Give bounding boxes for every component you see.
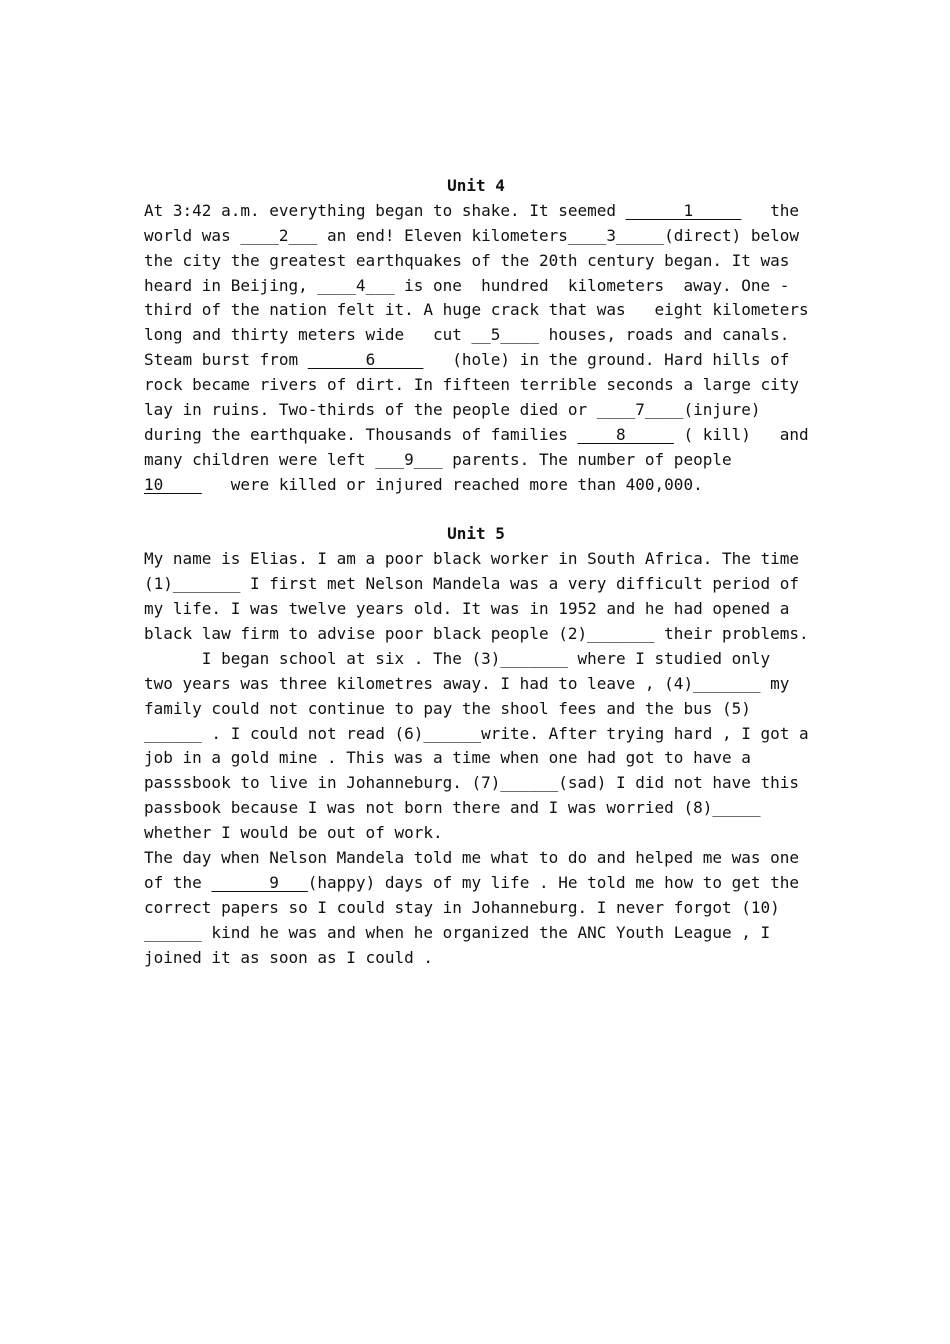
text-segment: At 3:42 a.m. everything began to shake. It seemed	[144, 200, 626, 220]
text-segment: were killed or injured reached more than 400,000.	[201, 474, 703, 494]
passage-line	[144, 547, 808, 572]
text-segment: ______ kind he was and when he organized the ANC Youth League , I	[144, 922, 771, 942]
answer-blank: ______9___	[211, 872, 308, 892]
passage-line	[144, 373, 808, 398]
passage-line	[144, 572, 808, 597]
unit-5-passage	[144, 547, 808, 970]
worksheet-page	[144, 174, 808, 971]
passage-line	[144, 821, 808, 846]
passage-line	[144, 348, 808, 373]
passage-line	[144, 722, 808, 747]
text-segment: (happy) days of my life . He told me how to get the	[307, 872, 800, 892]
passage-line	[144, 448, 808, 473]
passage-line	[144, 622, 808, 647]
passage-line	[144, 398, 808, 423]
section-gap	[144, 498, 808, 523]
text-segment: joined it as soon as I could .	[144, 947, 433, 967]
passage-line	[144, 896, 808, 921]
unit-5-title: Unit 5	[447, 524, 505, 544]
passage-line	[144, 672, 808, 697]
text-segment: long and thirty meters wide cut __5____ houses, roads and canals.	[144, 325, 790, 345]
text-segment: The day when Nelson Mandela told me what to do and helped me was one	[144, 848, 800, 868]
passage-line	[144, 423, 808, 448]
text-segment: correct papers so I could stay in Johanneburg. I never forgot (10)	[144, 897, 780, 917]
text-segment: My name is Elias. I am a poor black worker in South Africa. The time	[144, 549, 800, 569]
text-segment: the city the greatest earthquakes of the 20th century began. It was	[144, 250, 790, 270]
passage-line	[144, 473, 808, 498]
text-segment: of the	[144, 872, 212, 892]
passage-line	[144, 921, 808, 946]
passage-line	[144, 199, 808, 224]
passage-line	[144, 224, 808, 249]
passage-line	[144, 323, 808, 348]
text-segment: passbook because I was not born there and I was worried (8)_____	[144, 798, 761, 818]
passage-line	[144, 946, 808, 971]
text-segment: job in a gold mine . This was a time when one had got to have a	[144, 748, 751, 768]
text-segment: whether I would be out of work.	[144, 823, 443, 843]
text-segment: ( kill) and	[673, 424, 809, 444]
text-segment: black law firm to advise poor black people (2)_______ their problems.	[144, 624, 809, 644]
passage-line	[144, 298, 808, 323]
passage-line	[144, 274, 808, 299]
text-segment: lay in ruins. Two-thirds of the people died or ____7____(injure)	[144, 400, 761, 420]
text-segment: the	[741, 200, 800, 220]
answer-blank: ____8_____	[577, 424, 674, 444]
text-segment: (hole) in the ground. Hard hills of	[423, 350, 790, 370]
answer-blank: ______6_____	[307, 350, 424, 370]
passage-line	[144, 697, 808, 722]
passage-line	[144, 771, 808, 796]
answer-blank: ______1_____	[625, 200, 742, 220]
text-segment: world was ____2___ an end! Eleven kilometers____3_____(direct) below	[144, 225, 800, 245]
passage-line	[144, 796, 808, 821]
text-segment: ______ . I could not read (6)______write. After trying hard , I got a	[144, 723, 809, 743]
passage-line	[144, 846, 808, 871]
text-segment: (1)_______ I first met Nelson Mandela was a very difficult period of	[144, 574, 800, 594]
text-segment: heard in Beijing, ____4___ is one hundred kilometers away. One -	[144, 275, 790, 295]
text-segment: during the earthquake. Thousands of families	[144, 424, 578, 444]
answer-blank: 10____	[144, 474, 202, 494]
passage-line	[144, 746, 808, 771]
unit-4-passage	[144, 199, 808, 498]
text-segment: many children were left ___9___ parents. The number of people	[144, 449, 732, 469]
passage-line	[144, 647, 808, 672]
unit-4-title: Unit 4	[447, 176, 505, 195]
passage-line	[144, 597, 808, 622]
text-segment: Steam burst from	[144, 350, 308, 370]
text-segment: passsbook to live in Johanneburg. (7)______(sad) I did not have this	[144, 773, 800, 793]
passage-line	[144, 249, 808, 274]
text-segment: I began school at six . The (3)_______ where I studied only	[144, 648, 771, 668]
passage-line	[144, 871, 808, 896]
text-segment: family could not continue to pay the shool fees and the bus (5)	[144, 698, 751, 718]
text-segment: rock became rivers of dirt. In fifteen terrible seconds a large city	[144, 375, 800, 395]
text-segment: two years was three kilometres away. I had to leave , (4)_______ my	[144, 673, 790, 693]
text-segment: third of the nation felt it. A huge crack that was eight kilometers	[144, 300, 809, 320]
text-segment: my life. I was twelve years old. It was in 1952 and he had opened a	[144, 599, 790, 619]
